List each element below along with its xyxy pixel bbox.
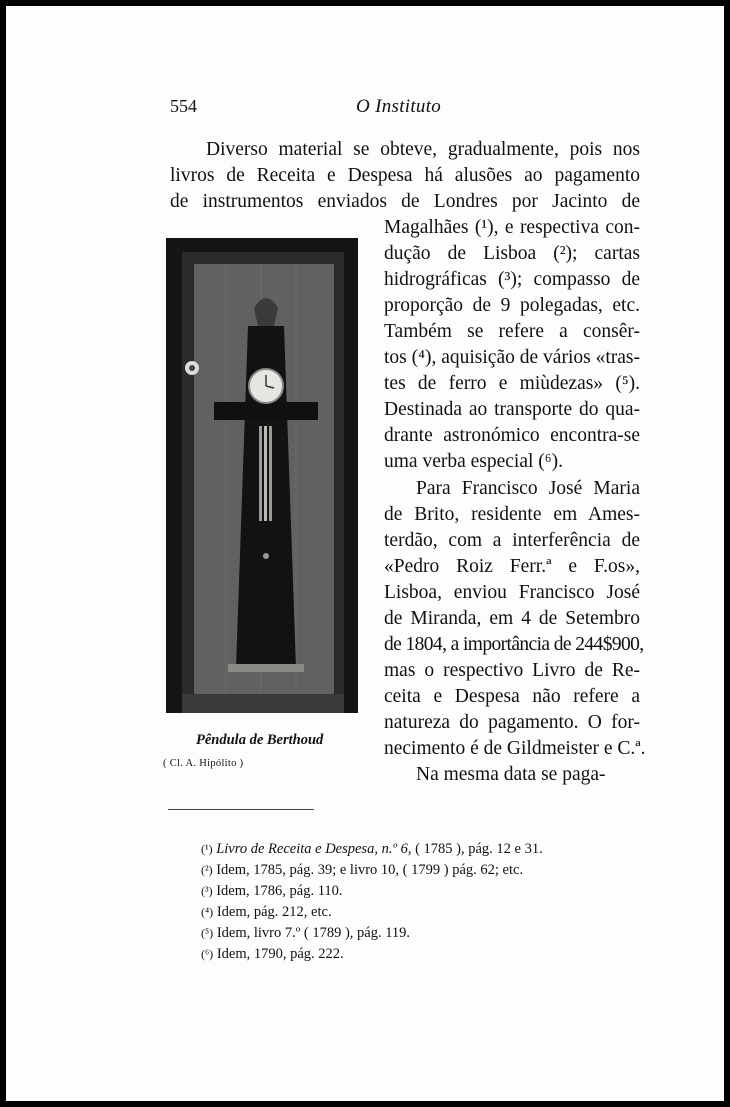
body-line: tes de ferro e miùdezas» (⁵). [384, 373, 640, 394]
body-line: Destinada ao transporte do qua- [384, 399, 640, 420]
body-line: de 1804, a importância de 244$900, [384, 634, 644, 655]
body-line: hidrográficas (³); compasso de [384, 269, 640, 290]
footnote [201, 860, 523, 880]
body-line: tos (⁴), aquisição de vários «tras- [384, 347, 640, 368]
body-line: mas o respectivo Livro de Re- [384, 660, 640, 681]
body-line: proporção de 9 polegadas, etc. [384, 295, 640, 316]
body-line: Magalhães (¹), e respectiva con- [384, 217, 640, 238]
footnote [201, 923, 410, 943]
clock-photo-icon [166, 238, 358, 713]
figure-caption: Pêndula de Berthoud [196, 732, 324, 748]
footnote-marker: (¹) [201, 842, 213, 856]
body-line: de Brito, residente em Ames- [384, 504, 640, 525]
pendulum-clock-photo [166, 238, 358, 713]
body-line: natureza do pagamento. O for- [384, 712, 640, 733]
footnote-text: Idem, pág. 212, etc. [216, 904, 332, 920]
body-line: uma verba especial (⁶). [384, 451, 563, 472]
body-line: necimento é de Gildmeister e C.ª. [384, 738, 646, 759]
body-line: terdão, com a interferência de [384, 530, 640, 551]
footnote-text: ( 1785 ), pág. 12 e 31. [411, 841, 543, 857]
footnote [201, 839, 543, 859]
body-line: Na mesma data se paga- [416, 764, 606, 785]
body-line: dução de Lisboa (²); cartas [384, 243, 640, 264]
body-line: drante astronómico encontra-se [384, 425, 640, 446]
footnote-text: Idem, 1786, pág. 110. [216, 883, 343, 899]
footnote-text: Idem, 1790, pág. 222. [216, 946, 344, 962]
body-line: ceita e Despesa não refere a [384, 686, 640, 707]
footnote [201, 881, 343, 901]
footnote-divider [168, 809, 314, 810]
footnote-marker: (³) [201, 884, 213, 898]
footnote-text: Idem, livro 7.º ( 1789 ), pág. 119. [216, 925, 411, 941]
body-line: Diverso material se obteve, gradualmente, pois nos [206, 139, 640, 160]
footnote-marker: (⁵) [201, 926, 214, 940]
footnote-marker: (²) [201, 863, 213, 877]
footnote-marker: (⁴) [201, 905, 214, 919]
body-line: Também se refere a consêr- [384, 321, 640, 342]
footnote-marker: (⁶) [201, 947, 214, 961]
body-line: «Pedro Roiz Ferr.ª e F.os», [384, 556, 640, 577]
body-line: Lisboa, enviou Francisco José [384, 582, 640, 603]
footnote [201, 944, 344, 964]
footnote-source-title: Livro de Receita e Despesa, n.º 6, [216, 841, 412, 857]
body-line: de Miranda, em 4 de Setembro [384, 608, 640, 629]
page-number: 554 [170, 96, 197, 116]
page-header [166, 96, 646, 122]
body-line: de instrumentos enviados de Londres por Jacinto de [170, 191, 640, 212]
body-line: Para Francisco José Maria [416, 478, 640, 499]
photo-credit: ( Cl. A. Hipólito ) [163, 758, 244, 769]
footnote-text: Idem, 1785, pág. 39; e livro 10, ( 1799 ) pág. 62; etc. [216, 862, 524, 878]
footnote [201, 902, 332, 922]
running-title: O Instituto [356, 96, 442, 117]
body-line: livros de Receita e Despesa há alusões ao pagamento [170, 165, 640, 186]
